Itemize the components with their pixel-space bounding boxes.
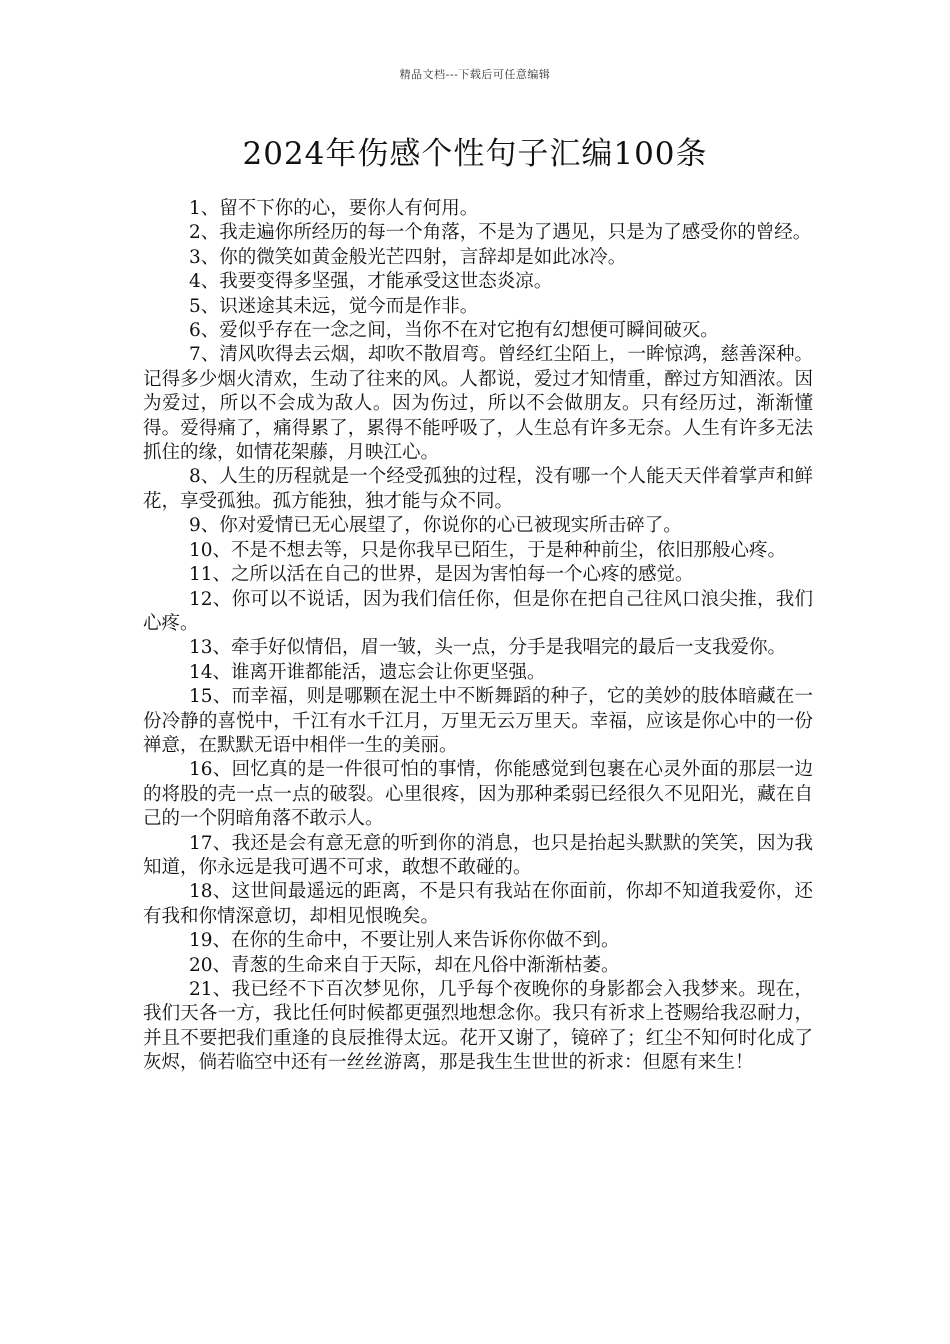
paragraph-11: 11、之所以活在自己的世界，是因为害怕每一个心疼的感觉。 xyxy=(189,564,694,586)
paragraph-10: 10、不是不想去等，只是你我早已陌生，于是种种前尘，依旧那般心疼。 xyxy=(189,539,787,561)
paragraph-17: 17、我还是会有意无意的听到你的消息，也只是抬起头默默的笑笑，因为我知道，你永远是我可遇不可求，敢想不敢碰的。 xyxy=(143,832,813,878)
paragraph-4: 4、我要变得多坚强，才能承受这世态炎凉。 xyxy=(189,271,553,293)
header-note: 精品文档---下载后可任意编辑 xyxy=(399,68,551,81)
document-body xyxy=(143,197,813,1076)
paragraph-20: 20、青葱的生命来自于天际，却在凡俗中渐渐枯萎。 xyxy=(189,954,620,976)
paragraph-9: 9、你对爱情已无心展望了，你说你的心已被现实所击碎了。 xyxy=(189,515,682,537)
paragraph-15: 15、而幸福，则是哪颗在泥土中不断舞蹈的种子，它的美妙的肢体暗藏在一份冷静的喜悦中，千江有水千江月，万里无云万里天。幸福，应该是你心中的一份禅意，在默默无语中相伴一生的美丽。 xyxy=(143,686,813,756)
paragraph-2: 2、我走遍你所经历的每一个角落，不是为了遇见，只是为了感受你的曾经。 xyxy=(189,222,812,244)
document-title: 2024年伤感个性句子汇编100条 xyxy=(242,136,708,172)
paragraph-21: 21、我已经不下百次梦见你，几乎每个夜晚你的身影都会入我梦来。现在，我们天各一方，我比任何时候都更强烈地想念你。我只有祈求上苍赐给我忍耐力，并且不要把我们重逢的良辰推得太远。花开又谢了，镜碎了；红尘不知何时化成了灰烬，倘若临空中还有一丝丝游离，那是我生生世世的祈求：但愿有来生！ xyxy=(143,979,813,1074)
paragraph-19: 19、在你的生命中，不要让别人来告诉你你做不到。 xyxy=(189,930,620,952)
paragraph-5: 5、识迷途其未远，觉今而是作非。 xyxy=(189,295,479,317)
paragraph-1: 1、留不下你的心，要你人有何用。 xyxy=(189,198,479,219)
paragraph-14: 14、谁离开谁都能活，遗忘会让你更坚强。 xyxy=(189,661,546,683)
paragraph-18: 18、这世间最遥远的距离，不是只有我站在你面前，你却不知道我爱你，还有我和你情深意切，却相见恨晚矣。 xyxy=(143,881,813,927)
paragraph-6: 6、爱似乎存在一念之间，当你不在对它抱有幻想便可瞬间破灭。 xyxy=(189,320,719,342)
paragraph-16: 16、回忆真的是一件很可怕的事情，你能感觉到包裹在心灵外面的那层一边的将股的壳一点一点的破裂。心里很疼，因为那种柔弱已经很久不见阳光，藏在自己的一个阴暗角落不敢示人。 xyxy=(143,759,813,830)
paragraph-12: 12、你可以不说话，因为我们信任你，但是你在把自己往风口浪尖推，我们心疼。 xyxy=(143,588,813,634)
paragraph-8: 8、人生的历程就是一个经受孤独的过程，没有哪一个人能天天伴着掌声和鲜花，享受孤独。孤方能独，独才能与众不同。 xyxy=(143,466,813,512)
paragraph-13: 13、牵手好似情侣，眉一皱，头一点，分手是我唱完的最后一支我爱你。 xyxy=(189,637,787,659)
paragraph-3: 3、你的微笑如黄金般光芒四射，言辞却是如此冰冷。 xyxy=(189,246,627,268)
paragraph-7: 7、清风吹得去云烟，却吹不散眉弯。曾经红尘陌上，一眸惊鸿，慈善深种。记得多少烟火清欢，生动了往来的风。人都说，爱过才知情重，醉过方知酒浓。因为爱过，所以不会成为敌人。因为伤过，所以不会做朋友。只有经历过，渐渐懂得。爱得痛了，痛得累了，累得不能呼吸了，人生总有许多无奈。人生有许多无法抓住的缘，如情花架藤，月映江心。 xyxy=(143,344,813,464)
